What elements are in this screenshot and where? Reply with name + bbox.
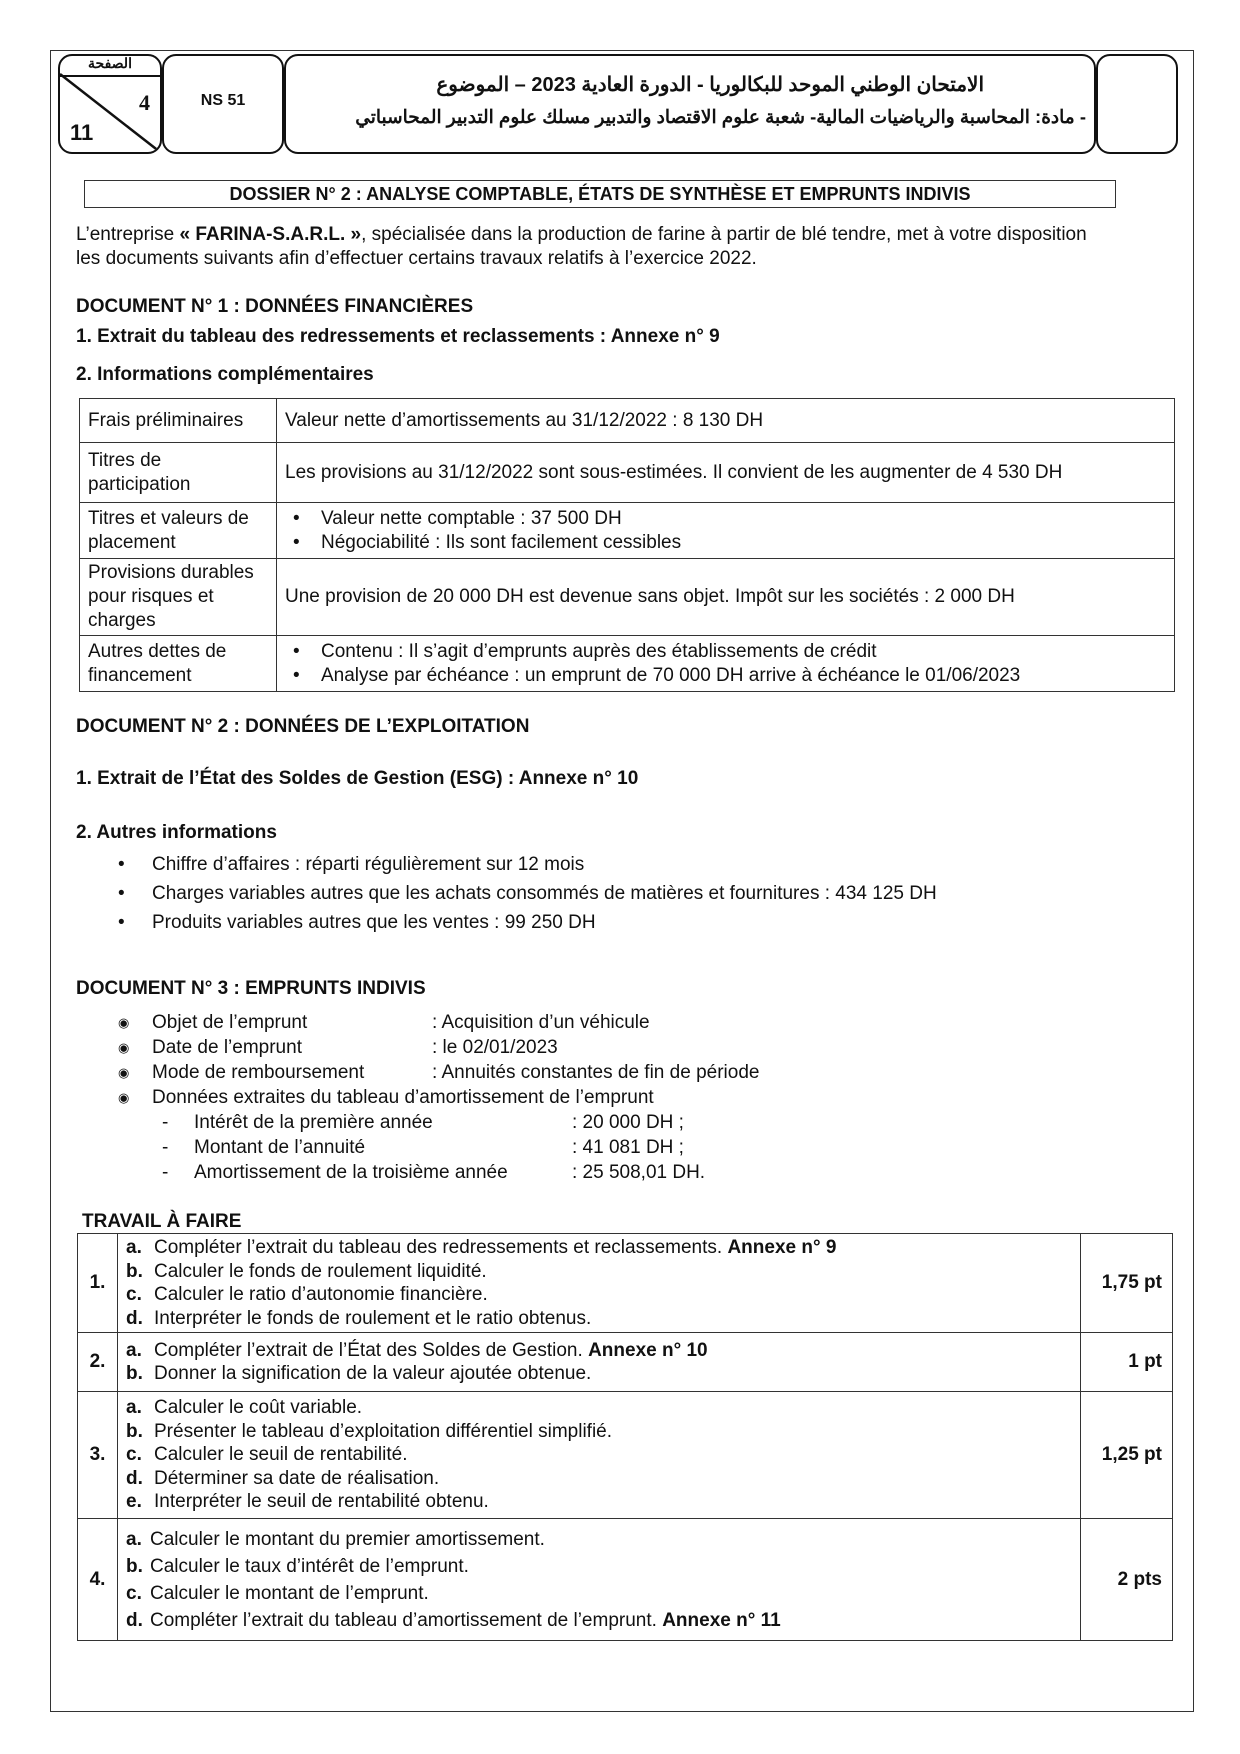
- task-points: 1 pt: [1081, 1333, 1173, 1392]
- page-total: 11: [70, 120, 94, 145]
- doc1-item2: 2. Informations complémentaires: [76, 364, 374, 385]
- info-value: • Valeur nette comptable : 37 500 DH • Négociabilité : Ils sont facilement cessibles: [277, 503, 1175, 559]
- task-number: 4.: [78, 1519, 118, 1641]
- list-item: • Charges variables autres que les achats consommés de matières et fournitures : 434 125 DH: [118, 883, 937, 904]
- info-table: [79, 398, 1175, 692]
- task-number: 2.: [78, 1333, 118, 1392]
- list-item: ◉ Date de l’emprunt : le 02/01/2023: [118, 1037, 558, 1058]
- task-points: 1,25 pt: [1081, 1392, 1173, 1519]
- company-name: « FARINA-S.A.R.L. »: [179, 224, 362, 245]
- dossier-title: DOSSIER N° 2 : ANALYSE COMPTABLE, ÉTATS DE SYNTHÈSE ET EMPRUNTS INDIVIS: [84, 180, 1116, 208]
- info-value: Une provision de 20 000 DH est devenue sans objet. Impôt sur les sociétés : 2 000 DH: [277, 559, 1175, 636]
- intro-paragraph: [76, 223, 1176, 271]
- doc2-bullets: [110, 850, 937, 937]
- info-label: Titres de participation: [80, 443, 277, 503]
- task-row-1: [78, 1234, 1173, 1333]
- info-row-tvp: [80, 503, 1175, 559]
- page-number-box: [58, 54, 162, 154]
- info-value: Valeur nette d’amortissements au 31/12/2022 : 8 130 DH: [277, 399, 1175, 443]
- exam-title-line2: - مادة: المحاسبة والرياضيات المالية- شعبة علوم الاقتصاد والتدبير مسلك علوم التدبير المحاسباتي: [355, 106, 1086, 127]
- page-number: 4: [139, 90, 150, 115]
- list-item: ◉ Données extraites du tableau d’amortissement de l’emprunt: [118, 1087, 654, 1108]
- info-label: Frais préliminaires: [80, 399, 277, 443]
- exam-title-box: [284, 54, 1096, 154]
- task-number: 3.: [78, 1392, 118, 1519]
- page-label: الصفحة: [88, 55, 132, 71]
- exam-code: NS 51: [200, 92, 246, 109]
- list-item: - Amortissement de la troisième année : 25 508,01 DH.: [162, 1162, 706, 1183]
- info-row-provisions: [80, 559, 1175, 636]
- task-content: a. Compléter l’extrait du tableau des redressements et reclassements. Annexe n° 9 b. Calculer le fonds de roulement liquidité. c. Calculer le ratio d’autonomie financière. d. Interpréter le fonds de roulement et le ratio obtenus.: [118, 1234, 1081, 1333]
- info-row-titres: [80, 443, 1175, 503]
- task-row-4: [78, 1519, 1173, 1641]
- task-content: a. Compléter l’extrait de l’État des Soldes de Gestion. Annexe n° 10 b. Donner la signification de la valeur ajoutée obtenue.: [118, 1333, 1081, 1392]
- doc3-list: [110, 1010, 759, 1185]
- task-row-2: [78, 1333, 1173, 1392]
- doc2-item1: 1. Extrait de l’État des Soldes de Gestion (ESG) : Annexe n° 10: [76, 768, 639, 789]
- info-label: Provisions durables pour risques et charges: [80, 559, 277, 636]
- travail-title: TRAVAIL À FAIRE: [82, 1211, 242, 1232]
- task-content: a. Calculer le coût variable. b. Présenter le tableau d’exploitation différentiel simplifié. c. Calculer le seuil de rentabilité. d. Déterminer sa date de réalisation. e. Interpréter le seuil de rentabilité obtenu.: [118, 1392, 1081, 1519]
- doc3-sublist: [110, 1110, 759, 1185]
- task-content: a. Calculer le montant du premier amortissement. b. Calculer le taux d’intérêt de l’emprunt. c. Calculer le montant de l’emprunt. d. Compléter l’extrait du tableau d’amortissement de l’emprunt. Annexe n° 11: [118, 1519, 1081, 1641]
- list-item: ◉ Mode de remboursement : Annuités constantes de fin de période: [118, 1062, 760, 1083]
- intro-line1: L’entreprise « FARINA-S.A.R.L. », spécialisée dans la production de farine à partir de blé tendre, met à votre disposition: [76, 224, 1087, 245]
- task-points: 1,75 pt: [1081, 1234, 1173, 1333]
- task-table: [77, 1233, 1173, 1641]
- list-item: • Chiffre d’affaires : réparti régulièrement sur 12 mois: [118, 854, 585, 875]
- exam-right-box: [1096, 54, 1178, 154]
- list-item: ◉ Objet de l’emprunt : Acquisition d’un véhicule: [118, 1012, 650, 1033]
- list-item: - Intérêt de la première année : 20 000 DH ;: [162, 1112, 684, 1133]
- doc2-item2: 2. Autres informations: [76, 822, 277, 843]
- task-row-3: [78, 1392, 1173, 1519]
- info-label: Autres dettes de financement: [80, 636, 277, 692]
- info-label: Titres et valeurs de placement: [80, 503, 277, 559]
- exam-code-box: [162, 54, 284, 154]
- task-number: 1.: [78, 1234, 118, 1333]
- list-item: - Montant de l’annuité : 41 081 DH ;: [162, 1137, 684, 1158]
- intro-line2: les documents suivants afin d’effectuer certains travaux relatifs à l’exercice 2022.: [76, 248, 757, 269]
- doc1-title: DOCUMENT N° 1 : DONNÉES FINANCIÈRES: [76, 296, 474, 317]
- task-points: 2 pts: [1081, 1519, 1173, 1641]
- exam-title-line1: الامتحان الوطني الموحد للبكالوريا - الدورة العادية 2023 – الموضوع: [436, 74, 984, 96]
- info-row-dettes: [80, 636, 1175, 692]
- doc3-title: DOCUMENT N° 3 : EMPRUNTS INDIVIS: [76, 978, 426, 999]
- info-value: Les provisions au 31/12/2022 sont sous-estimées. Il convient de les augmenter de 4 530 DH: [277, 443, 1175, 503]
- doc1-item1: 1. Extrait du tableau des redressements et reclassements : Annexe n° 9: [76, 326, 720, 347]
- info-value: • Contenu : Il s’agit d’emprunts auprès des établissements de crédit • Analyse par échéance : un emprunt de 70 000 DH arrive à échéance le 01/06/2023: [277, 636, 1175, 692]
- info-row-frais: [80, 399, 1175, 443]
- doc2-title: DOCUMENT N° 2 : DONNÉES DE L’EXPLOITATION: [76, 716, 530, 737]
- list-item: • Produits variables autres que les ventes : 99 250 DH: [118, 912, 596, 933]
